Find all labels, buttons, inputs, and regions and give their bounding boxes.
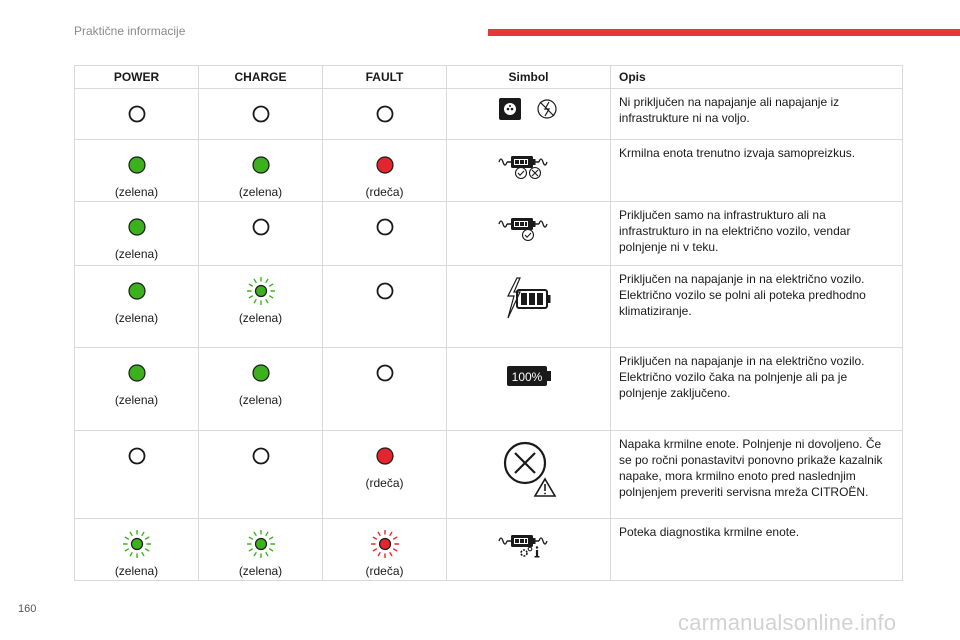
- led-color-label: (zelena): [114, 311, 159, 325]
- charge-led-cell: [199, 348, 323, 431]
- table-row: [75, 431, 903, 519]
- diagnostics-icon: [447, 525, 610, 559]
- led-off-icon: [247, 442, 275, 470]
- charge-led-cell: [199, 140, 323, 202]
- charge-led-cell: [199, 519, 323, 581]
- header-fault: FAULT: [323, 66, 447, 89]
- led-green-icon: [247, 151, 275, 179]
- led-green-icon: [123, 277, 151, 305]
- led-off-icon: [247, 100, 275, 128]
- control-unit-fault-icon: [447, 437, 610, 497]
- led-green-icon: [123, 213, 151, 241]
- power-led-cell: [75, 140, 199, 202]
- table-header-row: [75, 66, 903, 89]
- led-off-icon: [123, 100, 151, 128]
- led-green-blink-icon: [247, 530, 275, 558]
- connected-not-charging-icon: [447, 208, 610, 242]
- led-color-label: (zelena): [238, 311, 283, 325]
- header-title: Praktične informacije: [74, 24, 186, 38]
- table-row: [75, 140, 903, 202]
- symbol-cell: [447, 348, 611, 431]
- table-row: [75, 202, 903, 266]
- battery-percent-label: 100%: [511, 370, 542, 384]
- description-cell: Poteka diagnostika krmilne enote.: [611, 519, 903, 581]
- led-off-icon: [371, 213, 399, 241]
- table-row: [75, 266, 903, 348]
- symbol-cell: [447, 519, 611, 581]
- led-color-label: (zelena): [114, 564, 159, 578]
- led-green-icon: [123, 151, 151, 179]
- watermark: carmanualsonline.info: [678, 610, 897, 635]
- power-led-cell: [75, 348, 199, 431]
- fault-led-cell: [323, 348, 447, 431]
- fault-led-cell: [323, 431, 447, 519]
- fault-led-cell: [323, 140, 447, 202]
- table-row: [75, 519, 903, 581]
- charge-led-cell: [199, 89, 323, 140]
- power-led-cell: [75, 266, 199, 348]
- charge-led-cell: [199, 266, 323, 348]
- page-number: 160: [18, 603, 37, 615]
- header-symbol: Simbol: [447, 66, 611, 89]
- led-color-label: (rdeča): [365, 476, 404, 490]
- symbol-cell: [447, 140, 611, 202]
- led-color-label: (zelena): [238, 393, 283, 407]
- led-off-icon: [371, 277, 399, 305]
- plug-not-connected-icon: [447, 95, 610, 125]
- led-color-label: (zelena): [114, 247, 159, 261]
- led-red-blink-icon: [371, 530, 399, 558]
- description-cell: Priključen samo na infrastrukturo ali na infrastrukturo in na električno vozilo, vendar polnjenje ni v teku.: [611, 202, 903, 266]
- fault-led-cell: [323, 266, 447, 348]
- description-cell: Priključen na napajanje in na električno vozilo. Električno vozilo se polni ali poteka predhodno klimatiziranje.: [611, 266, 903, 348]
- led-color-label: (zelena): [114, 393, 159, 407]
- self-test-icon: [447, 146, 610, 180]
- charge-led-cell: [199, 431, 323, 519]
- power-led-cell: [75, 202, 199, 266]
- led-off-icon: [371, 100, 399, 128]
- description-cell: Priključen na napajanje in na električno vozilo. Električno vozilo čaka na polnjenje ali pa je polnjenje zaključeno.: [611, 348, 903, 431]
- led-off-icon: [123, 442, 151, 470]
- led-red-icon: [371, 442, 399, 470]
- fault-led-cell: [323, 202, 447, 266]
- led-off-icon: [371, 359, 399, 387]
- symbol-cell: [447, 266, 611, 348]
- description-cell: Napaka krmilne enote. Polnjenje ni dovoljeno. Če se po ročni ponastavitvi ponovno prikaže kazalnik napake, mora krmilno enoto pred naslednjim polnjenjem preveriti servisna mreža CITROËN.: [611, 431, 903, 519]
- description-cell: Krmilna enota trenutno izvaja samopreizkus.: [611, 140, 903, 202]
- led-color-label: (rdeča): [365, 564, 404, 578]
- led-status-table: [74, 65, 903, 581]
- symbol-cell: [447, 202, 611, 266]
- description-cell: Ni priključen na napajanje ali napajanje iz infrastrukture ni na voljo.: [611, 89, 903, 140]
- power-led-cell: [75, 431, 199, 519]
- led-color-label: (zelena): [114, 185, 159, 199]
- fault-led-cell: [323, 89, 447, 140]
- table-row: [75, 348, 903, 431]
- header-charge: CHARGE: [199, 66, 323, 89]
- led-color-label: (rdeča): [365, 185, 404, 199]
- header-description: Opis: [611, 66, 903, 89]
- power-led-cell: [75, 519, 199, 581]
- header-power: POWER: [75, 66, 199, 89]
- led-green-blink-icon: [247, 277, 275, 305]
- led-color-label: (zelena): [238, 564, 283, 578]
- power-led-cell: [75, 89, 199, 140]
- led-off-icon: [247, 213, 275, 241]
- charging-battery-icon: [447, 272, 610, 322]
- header-accent-bar: [488, 29, 960, 36]
- led-color-label: (zelena): [238, 185, 283, 199]
- led-red-icon: [371, 151, 399, 179]
- table-row: [75, 89, 903, 140]
- charge-led-cell: [199, 202, 323, 266]
- battery-full-icon: [447, 354, 610, 394]
- led-green-icon: [247, 359, 275, 387]
- symbol-cell: [447, 89, 611, 140]
- led-green-blink-icon: [123, 530, 151, 558]
- fault-led-cell: [323, 519, 447, 581]
- symbol-cell: [447, 431, 611, 519]
- led-green-icon: [123, 359, 151, 387]
